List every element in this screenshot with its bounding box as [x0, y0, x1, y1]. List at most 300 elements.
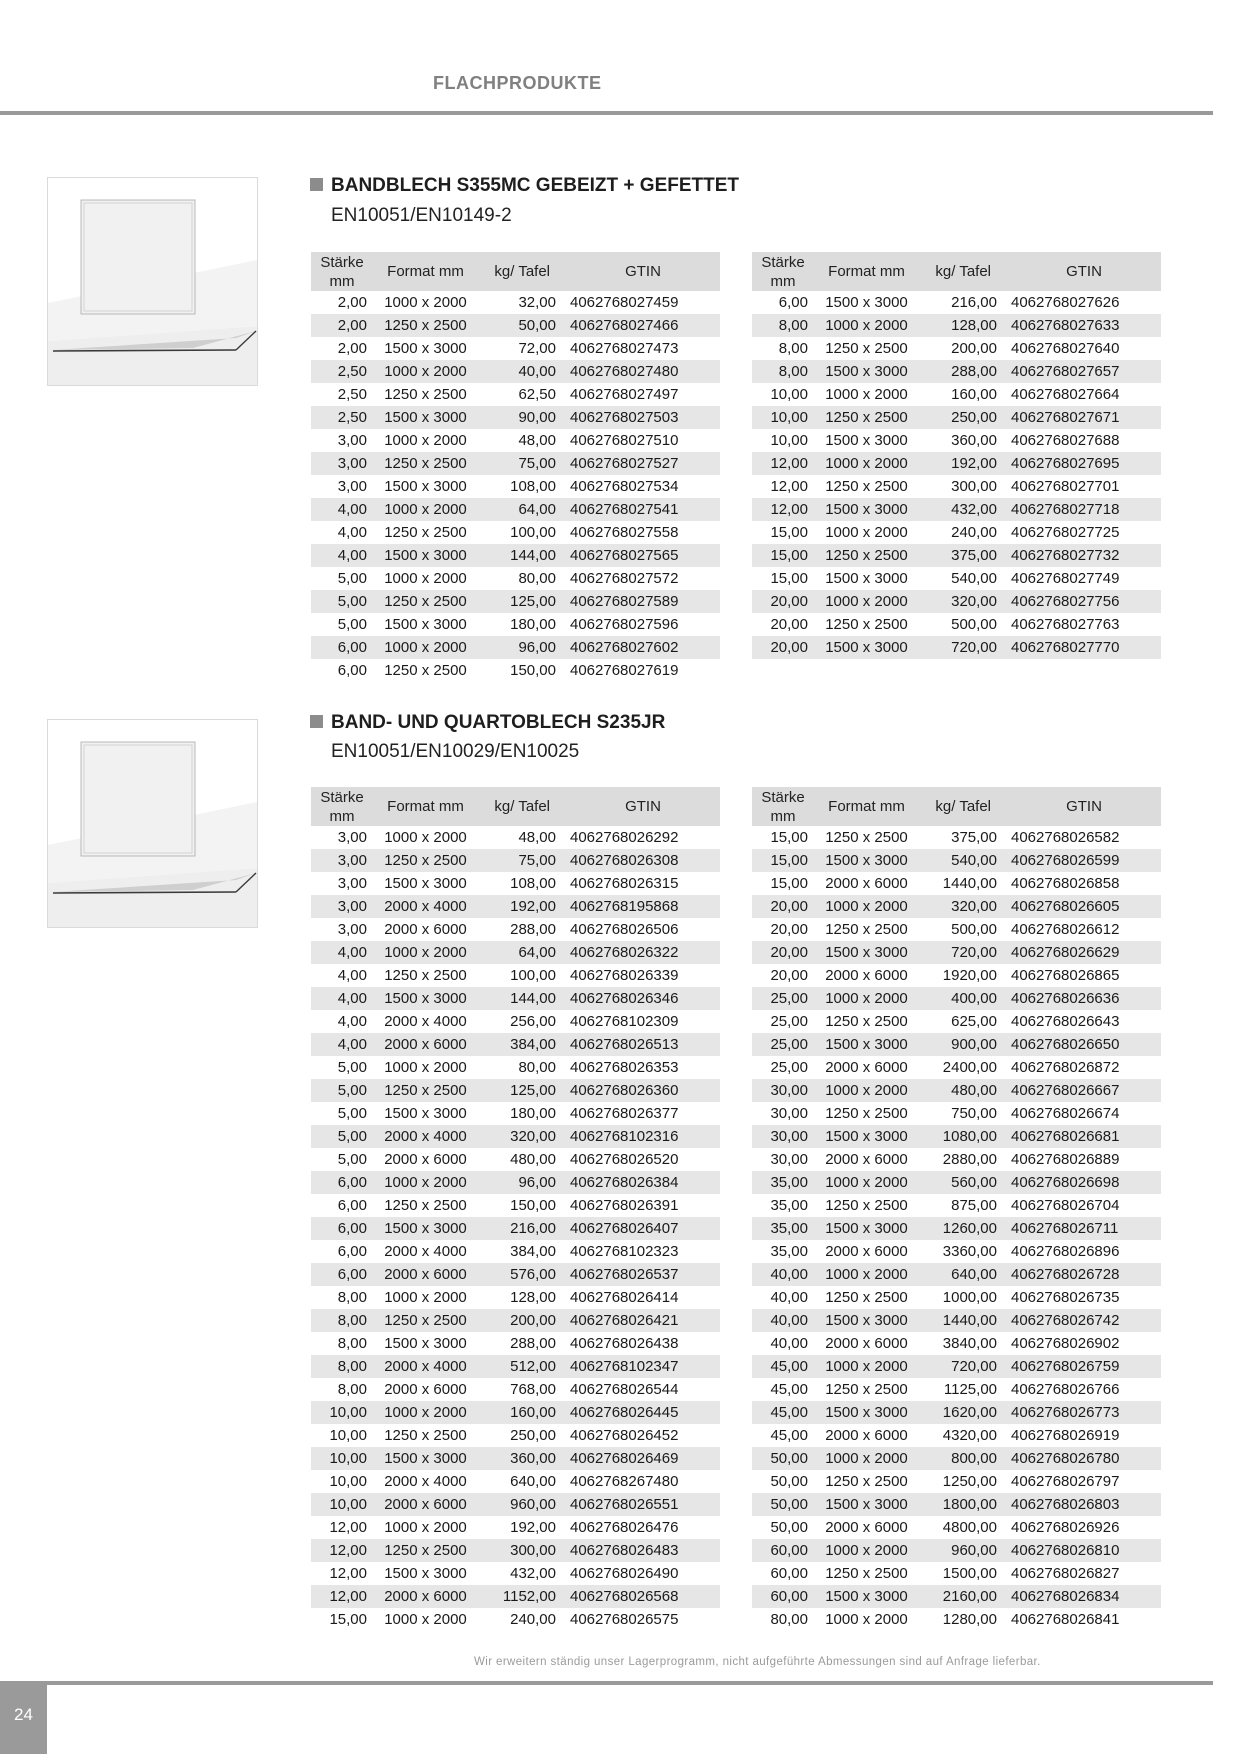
- cell-format: 1250 x 2500: [373, 1539, 478, 1562]
- table-row: [752, 291, 1161, 314]
- cell-kg: 720,00: [919, 636, 1007, 659]
- cell-format: 1250 x 2500: [825, 340, 908, 357]
- cell-kg: 150,00: [510, 1197, 556, 1214]
- cell-staerke: 8,00: [778, 340, 808, 357]
- cell-staerke: 20,00: [752, 941, 814, 964]
- cell-kg: 960,00: [919, 1539, 1007, 1562]
- col-header-gtin: GTIN: [566, 787, 720, 826]
- cell-staerke: 6,00: [337, 1243, 367, 1260]
- cell-format: 1250 x 2500: [814, 544, 919, 567]
- table-row: [311, 360, 720, 383]
- cell-kg: 300,00: [478, 1539, 566, 1562]
- cell-gtin: 4062768026407: [566, 1217, 720, 1240]
- cell-kg: 320,00: [919, 590, 1007, 613]
- cell-format: 1250 x 2500: [825, 1289, 908, 1306]
- cell-format: 1000 x 2000: [384, 1611, 467, 1628]
- cell-gtin: 4062768027626: [1011, 294, 1120, 311]
- table-row: [311, 1585, 720, 1608]
- cell-gtin: 4062768026315: [570, 875, 679, 892]
- cell-format: 1500 x 3000: [814, 1585, 919, 1608]
- cell-gtin: 4062768026728: [1007, 1263, 1161, 1286]
- cell-staerke: 12,00: [311, 1539, 373, 1562]
- cell-gtin: 4062768102347: [566, 1355, 720, 1378]
- cell-staerke: 2,50: [311, 360, 373, 383]
- cell-format: 1250 x 2500: [825, 1105, 908, 1122]
- cell-gtin: 4062768026599: [1007, 849, 1161, 872]
- section-title-text: BANDBLECH S355MC GEBEIZT + GEFETTET: [331, 175, 740, 196]
- table-row: [752, 1332, 1161, 1355]
- cell-kg: 160,00: [478, 1401, 566, 1424]
- cell-format: 1000 x 2000: [384, 1519, 467, 1536]
- cell-kg: 3360,00: [942, 1243, 997, 1260]
- cell-gtin: 4062768026483: [566, 1539, 720, 1562]
- cell-gtin: 4062768026780: [1007, 1447, 1161, 1470]
- cell-kg: 108,00: [510, 478, 556, 495]
- cell-gtin: 4062768027749: [1011, 570, 1120, 587]
- col-header-staerke: Stärke mm: [311, 252, 373, 291]
- cell-format: 1000 x 2000: [814, 314, 919, 337]
- cell-kg: 144,00: [478, 544, 566, 567]
- cell-kg: 100,00: [510, 524, 556, 541]
- cell-format: 1000 x 2000: [373, 1171, 478, 1194]
- table-row: [752, 987, 1161, 1010]
- table-row: [752, 1539, 1161, 1562]
- cell-staerke: 35,00: [752, 1217, 814, 1240]
- cell-format: 2000 x 4000: [384, 1243, 467, 1260]
- cell-kg: 576,00: [478, 1263, 566, 1286]
- cell-kg: 200,00: [951, 340, 997, 357]
- cell-staerke: 3,00: [337, 478, 367, 495]
- cell-kg: 625,00: [951, 1013, 997, 1030]
- cell-staerke: 6,00: [311, 1263, 373, 1286]
- cell-format: 1500 x 3000: [814, 1493, 919, 1516]
- section-norm-s235jr: EN10051/EN10029/EN10025: [331, 741, 580, 762]
- cell-format: 1500 x 3000: [814, 941, 919, 964]
- cell-kg: 160,00: [951, 386, 997, 403]
- table-row: [311, 1056, 720, 1079]
- cell-gtin: 4062768026568: [566, 1585, 720, 1608]
- table-row: [311, 636, 720, 659]
- section-title-s355mc: [310, 175, 739, 197]
- cell-staerke: 6,00: [311, 636, 373, 659]
- table-row: [311, 1148, 720, 1171]
- cell-kg: 540,00: [951, 570, 997, 587]
- table-row: [311, 1286, 720, 1309]
- table-row: [752, 1401, 1161, 1424]
- cell-staerke: 20,00: [770, 921, 808, 938]
- cell-staerke: 8,00: [752, 360, 814, 383]
- table-row: [752, 1148, 1161, 1171]
- table-row: [752, 544, 1161, 567]
- cell-kg: 900,00: [919, 1033, 1007, 1056]
- cell-staerke: 40,00: [752, 1263, 814, 1286]
- cell-gtin: 4062768027558: [570, 524, 679, 541]
- cell-gtin: 4062768027596: [570, 616, 679, 633]
- cell-kg: 4800,00: [942, 1519, 997, 1536]
- table-row: [752, 1493, 1161, 1516]
- cell-staerke: 15,00: [329, 1611, 367, 1628]
- cell-kg: 192,00: [478, 895, 566, 918]
- cell-kg: 1440,00: [942, 875, 997, 892]
- cell-staerke: 10,00: [770, 432, 808, 449]
- cell-gtin: 4062768026360: [566, 1079, 720, 1102]
- cell-kg: 3840,00: [942, 1335, 997, 1352]
- col-header-staerke: Stärke mm: [752, 252, 814, 291]
- cell-gtin: 4062768026896: [1011, 1243, 1120, 1260]
- cell-gtin: 4062768026759: [1007, 1355, 1161, 1378]
- cell-format: 1000 x 2000: [384, 1059, 467, 1076]
- table-row: [311, 1309, 720, 1332]
- table-row: [311, 941, 720, 964]
- table-row: [311, 1010, 720, 1033]
- cell-gtin: 4062768026346: [566, 987, 720, 1010]
- cell-gtin: 4062768027763: [1011, 616, 1120, 633]
- table-row: [311, 1424, 720, 1447]
- table-row: [311, 1378, 720, 1401]
- cell-gtin: 4062768027589: [566, 590, 720, 613]
- cell-staerke: 30,00: [770, 1151, 808, 1168]
- cell-staerke: 6,00: [778, 294, 808, 311]
- cell-staerke: 8,00: [337, 1381, 367, 1398]
- cell-gtin: 4062768026865: [1011, 967, 1120, 984]
- section-norm-s355mc: EN10051/EN10149-2: [331, 205, 512, 226]
- cell-staerke: 4,00: [311, 544, 373, 567]
- cell-staerke: 30,00: [752, 1079, 814, 1102]
- cell-kg: 1260,00: [919, 1217, 1007, 1240]
- cell-gtin: 4062768026810: [1007, 1539, 1161, 1562]
- table-s355mc-left: [311, 252, 720, 682]
- table-row: [752, 613, 1161, 636]
- cell-format: 1500 x 3000: [384, 875, 467, 892]
- table-row: [311, 1240, 720, 1263]
- col-header-staerke: Stärke mm: [311, 787, 373, 826]
- cell-kg: 875,00: [951, 1197, 997, 1214]
- cell-format: 1000 x 2000: [825, 386, 908, 403]
- cell-kg: 320,00: [478, 1125, 566, 1148]
- cell-format: 1500 x 3000: [384, 340, 467, 357]
- cell-gtin: 4062768026667: [1007, 1079, 1161, 1102]
- cell-staerke: 45,00: [770, 1381, 808, 1398]
- cell-kg: 48,00: [518, 432, 556, 449]
- cell-gtin: 4062768026735: [1011, 1289, 1120, 1306]
- table-row: [752, 360, 1161, 383]
- cell-gtin: 4062768027503: [566, 406, 720, 429]
- cell-format: 1250 x 2500: [825, 616, 908, 633]
- cell-format: 2000 x 4000: [384, 1473, 467, 1490]
- cell-staerke: 4,00: [337, 524, 367, 541]
- cell-gtin: 4062768027640: [1011, 340, 1120, 357]
- cell-kg: 480,00: [510, 1151, 556, 1168]
- cell-gtin: 4062768026469: [566, 1447, 720, 1470]
- cell-gtin: 4062768026872: [1011, 1059, 1120, 1076]
- cell-gtin: 4062768027480: [566, 360, 720, 383]
- table-row: [311, 872, 720, 895]
- cell-staerke: 40,00: [752, 1309, 814, 1332]
- table-row: [311, 849, 720, 872]
- cell-format: 1250 x 2500: [384, 662, 467, 679]
- cell-staerke: 12,00: [329, 1565, 367, 1582]
- cell-format: 1500 x 3000: [814, 1217, 919, 1240]
- cell-format: 1500 x 3000: [373, 987, 478, 1010]
- cell-kg: 1620,00: [919, 1401, 1007, 1424]
- cell-kg: 96,00: [478, 1171, 566, 1194]
- table-row: [311, 475, 720, 498]
- cell-kg: 1152,00: [478, 1585, 566, 1608]
- cell-format: 2000 x 6000: [825, 1335, 908, 1352]
- cell-format: 1250 x 2500: [825, 478, 908, 495]
- table-row: [311, 1079, 720, 1102]
- cell-format: 1500 x 3000: [384, 1105, 467, 1122]
- table-row: [752, 1516, 1161, 1539]
- table-row: [752, 429, 1161, 452]
- cell-kg: 1080,00: [919, 1125, 1007, 1148]
- cell-format: 2000 x 6000: [825, 1059, 908, 1076]
- cell-gtin: 4062768027664: [1011, 386, 1120, 403]
- table-row: [752, 1240, 1161, 1263]
- cell-staerke: 25,00: [770, 1013, 808, 1030]
- cell-staerke: 25,00: [770, 1059, 808, 1076]
- product-image-sheet-2: [47, 719, 258, 928]
- cell-gtin: 4062768027527: [566, 452, 720, 475]
- table-row: [752, 849, 1161, 872]
- cell-format: 2000 x 4000: [373, 895, 478, 918]
- cell-format: 1500 x 3000: [814, 1401, 919, 1424]
- cell-staerke: 15,00: [770, 570, 808, 587]
- cell-format: 2000 x 6000: [825, 1427, 908, 1444]
- table-row: [311, 1125, 720, 1148]
- cell-staerke: 10,00: [311, 1447, 373, 1470]
- cell-staerke: 45,00: [770, 1427, 808, 1444]
- cell-kg: 192,00: [510, 1519, 556, 1536]
- table-row: [752, 1171, 1161, 1194]
- table-row: [311, 918, 720, 941]
- cell-kg: 384,00: [510, 1243, 556, 1260]
- cell-kg: 80,00: [518, 1059, 556, 1076]
- table-row: [311, 567, 720, 590]
- cell-staerke: 2,00: [337, 340, 367, 357]
- table-row: [311, 1562, 720, 1585]
- cell-format: 1000 x 2000: [814, 452, 919, 475]
- cell-kg: 400,00: [919, 987, 1007, 1010]
- cell-staerke: 2,00: [311, 314, 373, 337]
- cell-gtin: 4062768026490: [570, 1565, 679, 1582]
- table-row: [752, 1562, 1161, 1585]
- page-number: 24: [14, 1705, 33, 1724]
- cell-format: 1250 x 2500: [373, 452, 478, 475]
- cell-format: 1500 x 3000: [373, 1447, 478, 1470]
- cell-gtin: 4062768026292: [570, 829, 679, 846]
- table-row: [752, 1033, 1161, 1056]
- cell-gtin: 4062768026308: [566, 849, 720, 872]
- cell-gtin: 4062768026513: [566, 1033, 720, 1056]
- table-row: [752, 895, 1161, 918]
- table-row: [311, 452, 720, 475]
- section-square-icon: [310, 178, 323, 191]
- cell-format: 1000 x 2000: [825, 524, 908, 541]
- cell-gtin: 4062768027718: [1007, 498, 1161, 521]
- cell-gtin: 4062768027688: [1011, 432, 1120, 449]
- cell-staerke: 2,50: [337, 386, 367, 403]
- section-title-s235jr: [310, 712, 665, 734]
- cell-format: 2000 x 6000: [373, 1585, 478, 1608]
- cell-gtin: 4062768027701: [1011, 478, 1120, 495]
- cell-format: 1000 x 2000: [373, 1401, 478, 1424]
- cell-staerke: 12,00: [752, 452, 814, 475]
- cell-staerke: 6,00: [337, 1197, 367, 1214]
- cell-kg: 288,00: [919, 360, 1007, 383]
- cell-kg: 125,00: [478, 1079, 566, 1102]
- cell-staerke: 8,00: [752, 314, 814, 337]
- cell-gtin: 4062768026858: [1011, 875, 1120, 892]
- cell-format: 1000 x 2000: [384, 570, 467, 587]
- table-row: [752, 1424, 1161, 1447]
- cell-format: 2000 x 6000: [384, 1151, 467, 1168]
- cell-gtin: 4062768026773: [1007, 1401, 1161, 1424]
- cell-staerke: 3,00: [337, 829, 367, 846]
- cell-kg: 1440,00: [919, 1309, 1007, 1332]
- col-header-kg: kg/ Tafel: [919, 252, 1007, 291]
- cell-format: 1500 x 3000: [825, 432, 908, 449]
- cell-staerke: 6,00: [337, 662, 367, 679]
- cell-gtin: 4062768027541: [566, 498, 720, 521]
- table-row: [752, 1194, 1161, 1217]
- table-s355mc-right: [752, 252, 1161, 659]
- table-row: [311, 1033, 720, 1056]
- cell-staerke: 4,00: [311, 1033, 373, 1056]
- cell-staerke: 20,00: [752, 636, 814, 659]
- table-row: [311, 544, 720, 567]
- cell-staerke: 5,00: [337, 1105, 367, 1122]
- cell-staerke: 4,00: [337, 1013, 367, 1030]
- col-header-format: Format mm: [814, 787, 919, 826]
- table-row: [311, 613, 720, 636]
- cell-kg: 500,00: [951, 616, 997, 633]
- cell-staerke: 50,00: [752, 1493, 814, 1516]
- cell-format: 1000 x 2000: [384, 1289, 467, 1306]
- cell-kg: 4320,00: [942, 1427, 997, 1444]
- cell-format: 1500 x 3000: [825, 570, 908, 587]
- cell-gtin: 4062768026551: [566, 1493, 720, 1516]
- cell-format: 1250 x 2500: [373, 1309, 478, 1332]
- cell-format: 2000 x 6000: [825, 1151, 908, 1168]
- cell-staerke: 10,00: [311, 1401, 373, 1424]
- cell-gtin: 4062768027657: [1007, 360, 1161, 383]
- cell-format: 1500 x 3000: [384, 478, 467, 495]
- cell-gtin: 4062768027732: [1007, 544, 1161, 567]
- cell-kg: 512,00: [478, 1355, 566, 1378]
- cell-gtin: 4062768026322: [566, 941, 720, 964]
- cell-staerke: 8,00: [337, 1289, 367, 1306]
- cell-format: 1500 x 3000: [825, 294, 908, 311]
- cell-staerke: 5,00: [311, 1125, 373, 1148]
- cell-format: 1500 x 3000: [814, 849, 919, 872]
- table-row: [752, 636, 1161, 659]
- cell-staerke: 20,00: [752, 895, 814, 918]
- cell-format: 1000 x 2000: [814, 1171, 919, 1194]
- table-row: [752, 337, 1161, 360]
- cell-format: 1000 x 2000: [814, 1079, 919, 1102]
- cell-staerke: 3,00: [311, 452, 373, 475]
- table-row: [752, 314, 1161, 337]
- cell-format: 1250 x 2500: [825, 1197, 908, 1214]
- cell-staerke: 2,00: [337, 294, 367, 311]
- cell-gtin: 4062768026353: [570, 1059, 679, 1076]
- cell-staerke: 60,00: [770, 1565, 808, 1582]
- cell-gtin: 4062768027770: [1007, 636, 1161, 659]
- cell-format: 2000 x 4000: [373, 1125, 478, 1148]
- table-row: [752, 1217, 1161, 1240]
- table-row: [752, 941, 1161, 964]
- cell-gtin: 4062768026674: [1011, 1105, 1120, 1122]
- table-row: [752, 1378, 1161, 1401]
- cell-format: 2000 x 6000: [825, 875, 908, 892]
- cell-gtin: 4062768027619: [570, 662, 679, 679]
- cell-kg: 250,00: [919, 406, 1007, 429]
- cell-gtin: 4062768027671: [1007, 406, 1161, 429]
- cell-gtin: 4062768026636: [1007, 987, 1161, 1010]
- cell-format: 1250 x 2500: [825, 829, 908, 846]
- cell-kg: 640,00: [919, 1263, 1007, 1286]
- table-row: [752, 1102, 1161, 1125]
- cell-kg: 128,00: [919, 314, 1007, 337]
- cell-kg: 560,00: [919, 1171, 1007, 1194]
- cell-format: 1000 x 2000: [384, 294, 467, 311]
- cell-staerke: 20,00: [770, 616, 808, 633]
- table-row: [311, 1263, 720, 1286]
- cell-format: 2000 x 6000: [373, 1493, 478, 1516]
- cell-format: 1000 x 2000: [373, 498, 478, 521]
- cell-staerke: 6,00: [311, 1171, 373, 1194]
- cell-kg: 1125,00: [943, 1381, 997, 1398]
- footnote: Wir erweitern ständig unser Lagerprogramm, nicht aufgeführte Abmessungen sind auf Anfrage lieferbar.: [474, 1656, 1041, 1668]
- cell-format: 1500 x 3000: [384, 616, 467, 633]
- cell-format: 2000 x 4000: [384, 1013, 467, 1030]
- table-row: [752, 1470, 1161, 1493]
- cell-staerke: 15,00: [770, 524, 808, 541]
- cell-kg: 768,00: [510, 1381, 556, 1398]
- table-row: [752, 1309, 1161, 1332]
- cell-gtin: 4062768026841: [1011, 1611, 1120, 1628]
- cell-kg: 240,00: [951, 524, 997, 541]
- cell-gtin: 4062768027695: [1007, 452, 1161, 475]
- cell-gtin: 4062768027572: [570, 570, 679, 587]
- cell-format: 1500 x 3000: [384, 1335, 467, 1352]
- table-row: [752, 918, 1161, 941]
- cell-staerke: 5,00: [337, 1059, 367, 1076]
- cell-staerke: 10,00: [329, 1427, 367, 1444]
- cell-kg: 375,00: [919, 544, 1007, 567]
- col-header-kg: kg/ Tafel: [478, 252, 566, 291]
- cell-kg: 96,00: [478, 636, 566, 659]
- cell-gtin: 4062768027466: [566, 314, 720, 337]
- table-row: [752, 1608, 1161, 1631]
- cell-kg: 75,00: [478, 849, 566, 872]
- cell-kg: 216,00: [478, 1217, 566, 1240]
- cell-staerke: 25,00: [752, 1033, 814, 1056]
- cell-gtin: 4062768026926: [1011, 1519, 1120, 1536]
- cell-format: 1500 x 3000: [814, 1309, 919, 1332]
- cell-staerke: 5,00: [337, 570, 367, 587]
- cell-staerke: 50,00: [752, 1447, 814, 1470]
- cell-kg: 64,00: [478, 941, 566, 964]
- cell-gtin: 4062768026582: [1011, 829, 1120, 846]
- cell-kg: 62,50: [518, 386, 556, 403]
- col-header-format: Format mm: [814, 252, 919, 291]
- cell-format: 1500 x 3000: [373, 1217, 478, 1240]
- cell-staerke: 15,00: [752, 544, 814, 567]
- cell-staerke: 4,00: [311, 941, 373, 964]
- cell-gtin: 4062768026681: [1007, 1125, 1161, 1148]
